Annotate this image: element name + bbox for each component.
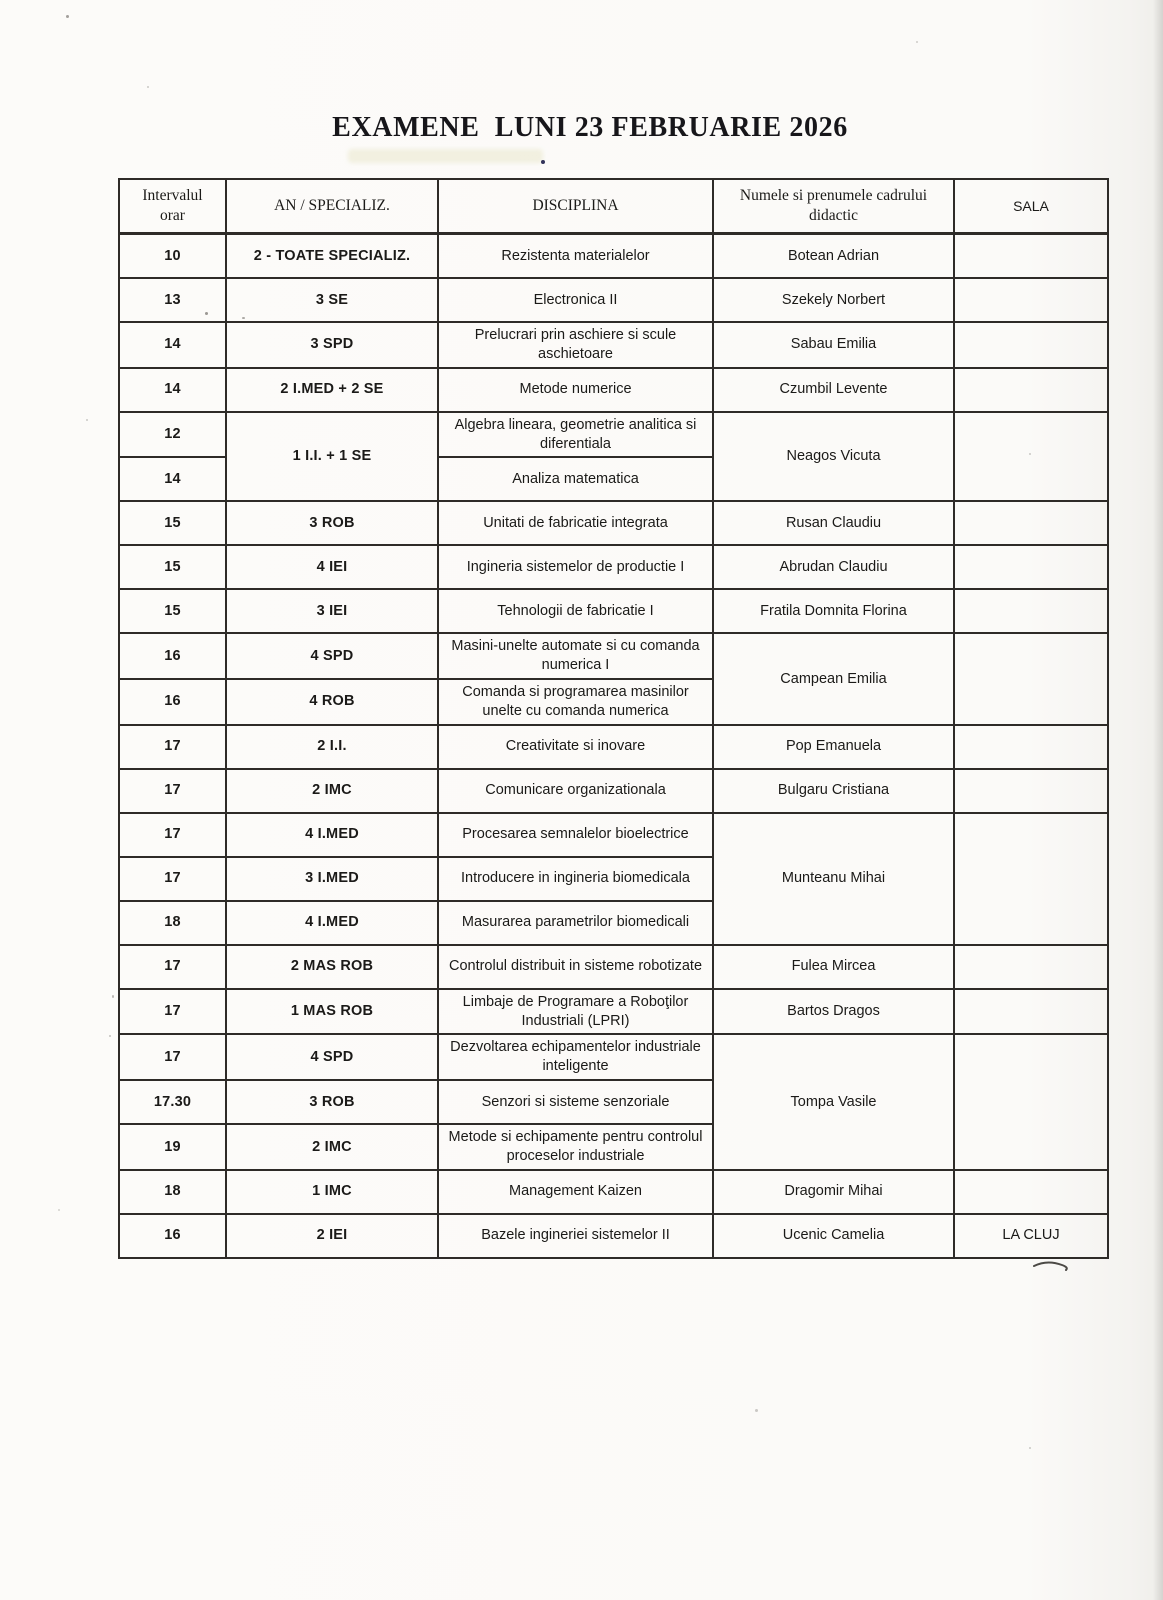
table-row	[119, 234, 1108, 279]
scan-smudge	[348, 149, 543, 163]
cell-teacher: Bulgaru Cristiana	[713, 769, 954, 813]
cell-an: 2 - TOATE SPECIALIZ.	[226, 234, 438, 279]
cell-disc: Limbaje de Programare a Roboţilor Industriali (LPRI)	[438, 989, 713, 1035]
cell-an: 3 ROB	[226, 501, 438, 545]
cell-disc: Procesarea semnalelor bioelectrice	[438, 813, 713, 857]
table-row	[119, 589, 1108, 633]
cell-sala	[954, 589, 1108, 633]
cell-time: 19	[119, 1124, 226, 1170]
scan-speck	[66, 15, 69, 18]
scan-speck	[205, 312, 208, 315]
cell-sala	[954, 945, 1108, 989]
cell-time: 13	[119, 278, 226, 322]
cell-time: 17.30	[119, 1080, 226, 1124]
cell-disc: Controlul distribuit in sisteme robotizate	[438, 945, 713, 989]
cell-sala	[954, 1034, 1108, 1169]
cell-teacher: Munteanu Mihai	[713, 813, 954, 945]
cell-sala	[954, 1170, 1108, 1214]
cell-sala	[954, 633, 1108, 724]
table-row	[119, 945, 1108, 989]
cell-sala: LA CLUJ	[954, 1214, 1108, 1258]
handwritten-squiggle-mark	[1032, 1258, 1074, 1274]
cell-time: 15	[119, 545, 226, 589]
cell-teacher: Dragomir Mihai	[713, 1170, 954, 1214]
header-intervalul-orar: Intervalul orar	[119, 179, 226, 234]
cell-an: 3 SE	[226, 278, 438, 322]
cell-disc: Unitati de fabricatie integrata	[438, 501, 713, 545]
table-row	[119, 368, 1108, 412]
table-row	[119, 989, 1108, 1035]
cell-time: 17	[119, 769, 226, 813]
cell-sala	[954, 278, 1108, 322]
cell-disc: Introducere in ingineria biomedicala	[438, 857, 713, 901]
cell-an: 1 MAS ROB	[226, 989, 438, 1035]
cell-disc: Prelucrari prin aschiere si scule aschietoare	[438, 322, 713, 368]
cell-an: 4 I.MED	[226, 901, 438, 945]
cell-disc: Masini-unelte automate si cu comanda numerica I	[438, 633, 713, 679]
table-row	[119, 633, 1108, 679]
cell-an: 1 I.I. + 1 SE	[226, 412, 438, 502]
cell-time: 16	[119, 679, 226, 725]
cell-teacher: Botean Adrian	[713, 234, 954, 279]
cell-disc: Algebra lineara, geometrie analitica si diferentiala	[438, 412, 713, 458]
table-row	[119, 501, 1108, 545]
scan-speck	[755, 1409, 758, 1412]
cell-an: 4 SPD	[226, 1034, 438, 1080]
header-an-specializ: AN / SPECIALIZ.	[226, 179, 438, 234]
cell-time: 17	[119, 1034, 226, 1080]
scan-speck	[1029, 1447, 1031, 1449]
cell-time: 14	[119, 457, 226, 501]
cell-an: 3 ROB	[226, 1080, 438, 1124]
scan-speck	[109, 1035, 111, 1037]
cell-teacher: Rusan Claudiu	[713, 501, 954, 545]
cell-sala	[954, 725, 1108, 769]
cell-sala	[954, 501, 1108, 545]
cell-disc: Comunicare organizationala	[438, 769, 713, 813]
stray-ink-dot	[541, 160, 545, 164]
cell-sala	[954, 234, 1108, 279]
scan-speck	[112, 995, 114, 998]
table-row	[119, 278, 1108, 322]
cell-time: 18	[119, 901, 226, 945]
cell-an: 2 IMC	[226, 1124, 438, 1170]
header-sala: SALA	[954, 179, 1108, 234]
cell-time: 10	[119, 234, 226, 279]
table-header-row	[119, 179, 1108, 234]
cell-disc: Metode numerice	[438, 368, 713, 412]
exam-schedule-table	[118, 178, 1109, 1259]
cell-teacher: Szekely Norbert	[713, 278, 954, 322]
table-row	[119, 725, 1108, 769]
cell-time: 16	[119, 1214, 226, 1258]
cell-an: 2 I.MED + 2 SE	[226, 368, 438, 412]
cell-sala	[954, 322, 1108, 368]
table-row	[119, 1214, 1108, 1258]
cell-disc: Ingineria sistemelor de productie I	[438, 545, 713, 589]
cell-teacher: Fulea Mircea	[713, 945, 954, 989]
page-title: EXAMENE LUNI 23 FEBRUARIE 2026	[332, 112, 848, 143]
cell-teacher: Neagos Vicuta	[713, 412, 954, 502]
cell-an: 3 SPD	[226, 322, 438, 368]
cell-disc: Creativitate si inovare	[438, 725, 713, 769]
cell-time: 16	[119, 633, 226, 679]
cell-time: 15	[119, 589, 226, 633]
scan-speck	[86, 419, 88, 421]
cell-disc: Metode si echipamente pentru controlul proceselor industriale	[438, 1124, 713, 1170]
cell-sala	[954, 545, 1108, 589]
cell-time: 18	[119, 1170, 226, 1214]
scan-speck	[916, 41, 918, 43]
cell-teacher: Campean Emilia	[713, 633, 954, 724]
cell-disc: Comanda si programarea masinilor unelte cu comanda numerica	[438, 679, 713, 725]
cell-time: 15	[119, 501, 226, 545]
cell-sala	[954, 769, 1108, 813]
cell-sala	[954, 989, 1108, 1035]
scan-speck	[1029, 453, 1031, 455]
header-numele-si-prenumele-cadrului-didactic: Numele si prenumele cadrului didactic	[713, 179, 954, 234]
cell-teacher: Ucenic Camelia	[713, 1214, 954, 1258]
cell-time: 12	[119, 412, 226, 458]
table-row	[119, 1034, 1108, 1080]
cell-disc: Bazele ingineriei sistemelor II	[438, 1214, 713, 1258]
cell-disc: Electronica II	[438, 278, 713, 322]
cell-an: 4 IEI	[226, 545, 438, 589]
table-row	[119, 813, 1108, 857]
cell-sala	[954, 813, 1108, 945]
cell-time: 14	[119, 368, 226, 412]
cell-an: 4 SPD	[226, 633, 438, 679]
cell-time: 14	[119, 322, 226, 368]
cell-time: 17	[119, 989, 226, 1035]
cell-sala	[954, 412, 1108, 502]
cell-disc: Dezvoltarea echipamentelor industriale inteligente	[438, 1034, 713, 1080]
cell-sala	[954, 368, 1108, 412]
header-disciplina: DISCIPLINA	[438, 179, 713, 234]
cell-teacher: Abrudan Claudiu	[713, 545, 954, 589]
cell-teacher: Czumbil Levente	[713, 368, 954, 412]
table-row	[119, 545, 1108, 589]
cell-disc: Analiza matematica	[438, 457, 713, 501]
cell-an: 2 I.I.	[226, 725, 438, 769]
cell-teacher: Tompa Vasile	[713, 1034, 954, 1169]
table-body	[119, 234, 1108, 1258]
table-row	[119, 769, 1108, 813]
cell-an: 3 IEI	[226, 589, 438, 633]
cell-disc: Rezistenta materialelor	[438, 234, 713, 279]
cell-an: 4 ROB	[226, 679, 438, 725]
cell-teacher: Pop Emanuela	[713, 725, 954, 769]
cell-an: 3 I.MED	[226, 857, 438, 901]
scan-speck	[242, 317, 245, 319]
cell-disc: Management Kaizen	[438, 1170, 713, 1214]
cell-teacher: Sabau Emilia	[713, 322, 954, 368]
cell-disc: Tehnologii de fabricatie I	[438, 589, 713, 633]
cell-time: 17	[119, 945, 226, 989]
table-row	[119, 322, 1108, 368]
scan-edge-shadow	[1153, 0, 1163, 1600]
table-row	[119, 1170, 1108, 1214]
table-head	[119, 179, 1108, 234]
cell-time: 17	[119, 857, 226, 901]
cell-time: 17	[119, 813, 226, 857]
cell-an: 4 I.MED	[226, 813, 438, 857]
cell-teacher: Bartos Dragos	[713, 989, 954, 1035]
cell-an: 2 IMC	[226, 769, 438, 813]
scan-speck	[58, 1209, 60, 1211]
cell-teacher: Fratila Domnita Florina	[713, 589, 954, 633]
table-row	[119, 412, 1108, 458]
scan-speck	[147, 86, 149, 88]
cell-an: 1 IMC	[226, 1170, 438, 1214]
cell-an: 2 MAS ROB	[226, 945, 438, 989]
cell-disc: Senzori si sisteme senzoriale	[438, 1080, 713, 1124]
cell-disc: Masurarea parametrilor biomedicali	[438, 901, 713, 945]
cell-time: 17	[119, 725, 226, 769]
cell-an: 2 IEI	[226, 1214, 438, 1258]
